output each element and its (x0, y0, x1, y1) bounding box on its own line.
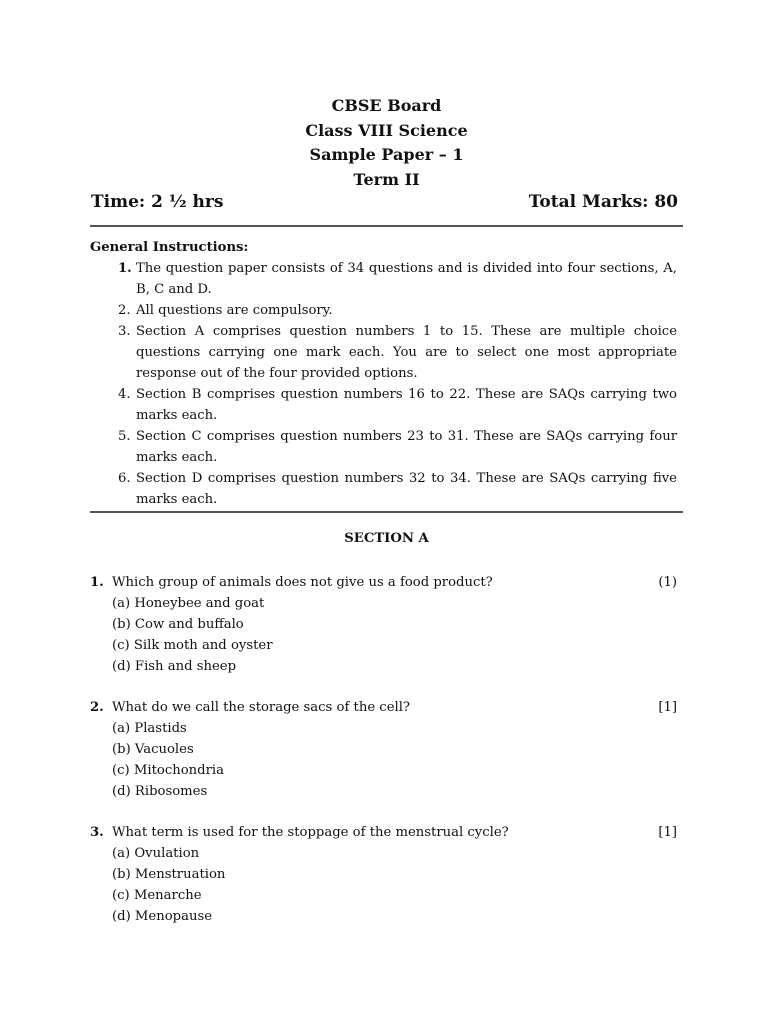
exam-time: Time: 2 ½ hrs (91, 192, 224, 212)
instruction-number: 5. (118, 429, 131, 444)
instruction-item (90, 258, 677, 300)
instruction-text: Section A comprises question numbers 1 to 15. These are multiple choice questions carrying one mark each. You are to select one most appropriate response out of the four provided options. (136, 324, 677, 381)
question-3 (90, 822, 677, 927)
question-line (90, 572, 677, 593)
instructions-list (90, 258, 677, 510)
instruction-item (90, 384, 677, 426)
question-text: Which group of animals does not give us a food product? (112, 575, 493, 590)
answer-option-b: (b) Cow and buffalo (112, 617, 244, 632)
answer-option-b: (b) Vacuoles (112, 742, 194, 757)
instruction-number: 6. (118, 471, 131, 486)
answer-option-b: (b) Menstruation (112, 867, 226, 882)
term-title: Term II (353, 169, 420, 189)
section-a-title: SECTION A (344, 531, 429, 546)
instruction-text: All questions are compulsory. (136, 303, 333, 318)
instructions-title: General Instructions: (90, 240, 249, 255)
question-number: 3. (90, 825, 104, 840)
question-text: What term is used for the stoppage of the menstrual cycle? (112, 825, 509, 840)
total-marks: Total Marks: 80 (528, 192, 678, 212)
question-text: What do we call the storage sacs of the cell? (112, 700, 411, 715)
question-line (90, 822, 677, 843)
paper-header (90, 94, 683, 192)
general-instructions (90, 238, 677, 510)
answer-option-d: (d) Menopause (112, 909, 213, 924)
class-title: Class VIII Science (305, 120, 468, 140)
instruction-item (90, 321, 677, 384)
instruction-text: Section C comprises question numbers 23 to 31. These are SAQs carrying four marks each. (136, 429, 677, 465)
board-title: CBSE Board (331, 96, 442, 115)
question-marks: [1] (658, 700, 677, 715)
question-marks: (1) (658, 575, 677, 590)
exam-info-bar (90, 192, 683, 218)
divider-bottom (90, 511, 683, 513)
instruction-number: 3. (118, 324, 131, 339)
question-marks: [1] (658, 825, 677, 840)
question-1 (90, 572, 677, 677)
answer-option-c: (c) Silk moth and oyster (112, 638, 273, 653)
question-number: 1. (90, 575, 104, 590)
instruction-number: 1. (118, 261, 132, 276)
instruction-number: 4. (118, 387, 131, 402)
instruction-text: The question paper consists of 34 questions and is divided into four sections, A, B, C and D. (136, 261, 677, 297)
question-line (90, 697, 677, 718)
instruction-text: Section D comprises question numbers 32 to 34. These are SAQs carrying five marks each. (136, 471, 677, 507)
instruction-item (90, 300, 677, 321)
question-2 (90, 697, 677, 802)
answer-option-a: (a) Plastids (112, 721, 187, 736)
answer-option-d: (d) Ribosomes (112, 784, 208, 799)
answer-option-a: (a) Honeybee and goat (112, 596, 265, 611)
paper-title: Sample Paper – 1 (309, 145, 464, 165)
answer-option-c: (c) Menarche (112, 888, 202, 903)
divider-top (90, 225, 683, 227)
question-number: 2. (90, 700, 104, 715)
instruction-item (90, 468, 677, 510)
answer-option-a: (a) Ovulation (112, 846, 200, 861)
answer-option-c: (c) Mitochondria (112, 763, 224, 778)
answer-option-d: (d) Fish and sheep (112, 659, 237, 674)
instruction-number: 2. (118, 303, 131, 318)
instruction-item (90, 426, 677, 468)
instruction-text: Section B comprises question numbers 16 to 22. These are SAQs carrying two marks each. (136, 387, 677, 423)
